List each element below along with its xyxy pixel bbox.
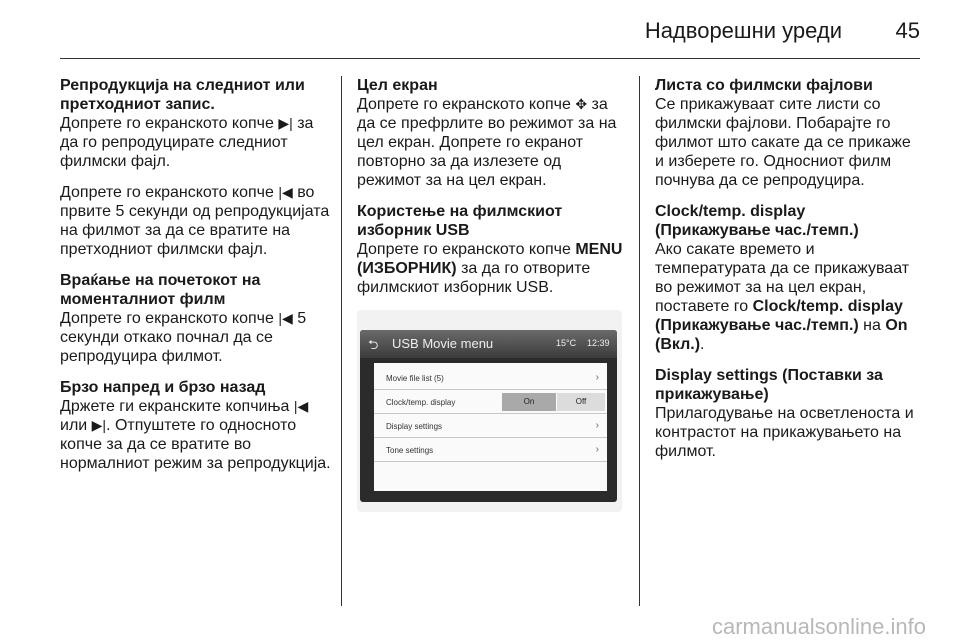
paragraph-fast-forward-rewind: Држете ги екранските копчиња |◀ или ▶|. Отпуштете го односното копче за да се вратите во нормалниот режим за репродукција. (60, 398, 331, 472)
paragraph-movie-file-list: Се прикажуваат сите листи со филмски фајлови. Побарајте го филмот што сакате да се прикаже и изберете го. Односниот филм почнува да се репродуцира. (655, 96, 911, 189)
chevron-right-icon: › (595, 444, 599, 455)
back-icon[interactable]: ⮌ (368, 337, 379, 352)
column-divider-1 (341, 76, 342, 606)
chevron-right-icon: › (595, 420, 599, 431)
paragraph-usb-movie-menu: Допрете го екранското копче MENU (ИЗБОРНИК) за да го отворите филмскиот изборник USB. (357, 241, 623, 296)
next-track-icon: ▶| (91, 417, 107, 433)
menu-item-movie-file-list[interactable]: Movie file list (5) › (374, 367, 607, 390)
screen-title-bar (360, 330, 617, 358)
heading-movie-file-list: Листа со филмски фајлови (655, 77, 873, 94)
paragraph-full-screen: Допрете го екранското копче ✥ за да се префрлите во режимот за на цел екран. Допрете го екранот повторно за да излезете од режимот за на цел екран. (357, 96, 617, 189)
previous-track-icon: |◀ (278, 310, 293, 326)
heading-display-settings: Display settings (Поставки за прикажување) (655, 367, 883, 403)
full-screen-icon: ✥ (575, 96, 588, 112)
heading-usb-movie-menu: Користење на филмскиот изборник USB (357, 203, 563, 239)
column-2 (357, 76, 625, 309)
watermark: carmanualsonline.info (711, 614, 926, 639)
previous-track-icon: |◀ (293, 398, 309, 414)
column-divider-2 (639, 76, 640, 606)
next-track-icon: ▶| (278, 115, 293, 131)
usb-movie-menu-figure (357, 310, 622, 512)
clock-readout: 12:39 (587, 338, 610, 348)
temperature-readout: 15°C (556, 338, 577, 348)
previous-track-icon: |◀ (278, 184, 293, 200)
heading-fast-forward-rewind: Брзо напред и брзо назад (60, 379, 266, 396)
heading-next-previous: Репродукција на следниот или претходниот запис. (60, 77, 305, 113)
page-number: 45 (895, 18, 920, 43)
menu-list (374, 363, 607, 491)
column-1 (60, 76, 334, 485)
page-title: Надворешни уреди (644, 18, 842, 43)
chevron-right-icon: › (595, 372, 599, 383)
on-button[interactable]: On (502, 393, 556, 411)
heading-clock-temp-display: Clock/temp. display (Прикажување час./темп.) (655, 203, 859, 239)
paragraph-display-settings: Прилагодување на осветленоста и контрастот на прикажувањето на филмот. (655, 405, 914, 460)
paragraph-next: Допрете го екранското копче ▶| за да го репродуцирате следниот филмски фајл. (60, 115, 314, 170)
menu-item-display-settings[interactable]: Display settings › (374, 415, 607, 438)
menu-item-tone-settings[interactable]: Tone settings › (374, 439, 607, 462)
column-3 (655, 76, 923, 473)
header-divider (60, 58, 920, 59)
paragraph-previous: Допрете го екранското копче |◀ во првите 5 секунди од репродукцијата на филмот за да се вратите на претходниот филмски фајл. (60, 184, 330, 258)
heading-full-screen: Цел екран (357, 77, 438, 94)
heading-return-to-start: Враќање на почетокот на моменталниот филм (60, 272, 261, 308)
screen-title: USB Movie menu (392, 336, 494, 351)
menu-item-clock-temp-display: Clock/temp. display On Off (374, 391, 607, 414)
paragraph-return-to-start: Допрете го екранското копче |◀ 5 секунди откако почнал да се репродуцира филмот. (60, 310, 307, 365)
off-button[interactable]: Off (557, 393, 605, 411)
infotainment-screen (360, 330, 617, 502)
paragraph-clock-temp-display: Ако сакате времето и температурата да се прикажуваат во режимот за на цел екран, поставете го Clock/temp. display (Прикажување час./темп.) на On (Вкл.). (655, 241, 910, 353)
